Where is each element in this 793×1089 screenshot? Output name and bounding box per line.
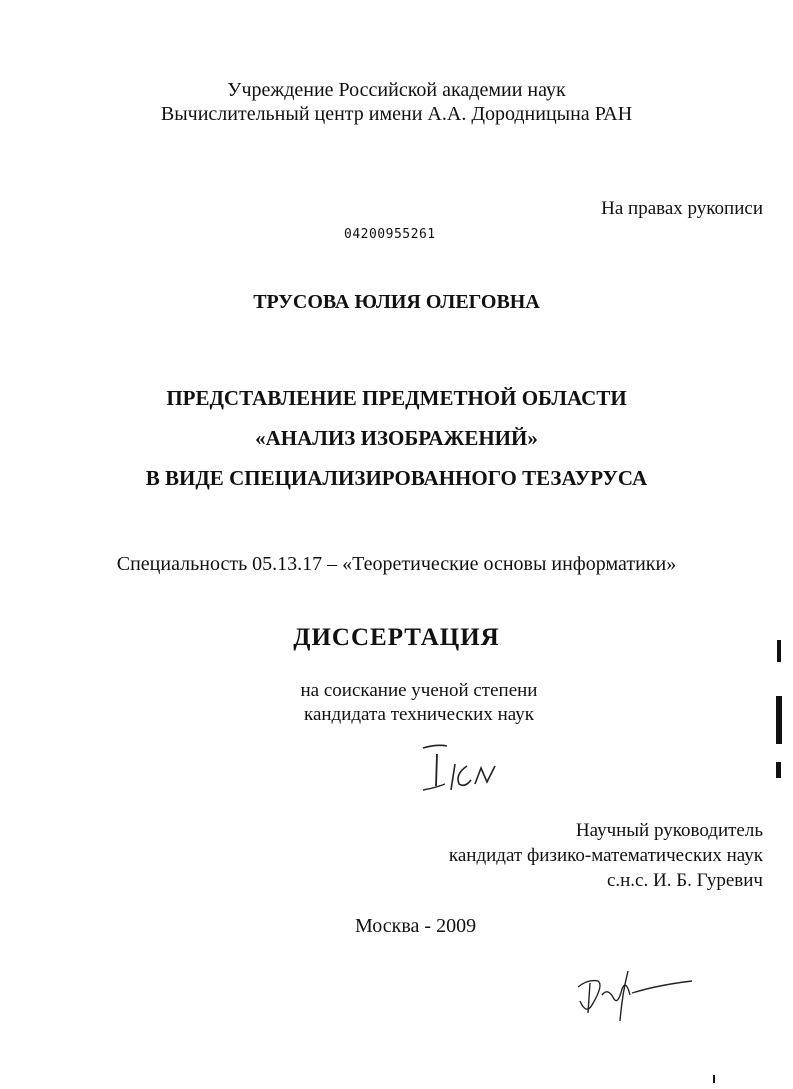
center-name-line: Вычислительный центр имени А.А. Дородницына РАН	[160, 103, 633, 125]
title-line-2: «АНАЛИЗ ИЗОБРАЖЕНИЙ»	[255, 426, 538, 450]
author-name: ТРУСОВА ЮЛИЯ ОЛЕГОВНА	[253, 291, 540, 313]
supervisor-degree: кандидат физико-математических наук	[448, 845, 763, 866]
edge-mark	[777, 640, 781, 662]
supervisor-label: Научный руководитель	[575, 820, 763, 841]
edge-mark	[713, 1075, 715, 1083]
catalog-number: 04200955261	[344, 227, 436, 242]
supervisor-name: с.н.с. И. Б. Гуревич	[606, 870, 763, 891]
specialty-line: Специальность 05.13.17 – «Теоретические основы информатики»	[116, 553, 677, 575]
title-line-1: ПРЕДСТАВЛЕНИЕ ПРЕДМЕТНОЙ ОБЛАСТИ	[166, 386, 627, 410]
handwritten-signature	[568, 965, 698, 1025]
title-line-3: В ВИДЕ СПЕЦИАЛИЗИРОВАННОГО ТЕЗАУРУСА	[145, 466, 648, 490]
institution-line: Учреждение Российской академии наук	[227, 79, 566, 101]
document-type: ДИССЕРТАЦИЯ	[293, 624, 500, 651]
degree-line-2: кандидата технических наук	[304, 704, 534, 725]
place-year: Москва - 2009	[355, 915, 477, 937]
manuscript-note: На правах рукописи	[601, 198, 763, 219]
handwritten-mark	[415, 740, 515, 800]
edge-mark	[776, 696, 782, 744]
degree-line-1: на соискание ученой степени	[300, 680, 538, 701]
edge-mark	[776, 762, 781, 778]
